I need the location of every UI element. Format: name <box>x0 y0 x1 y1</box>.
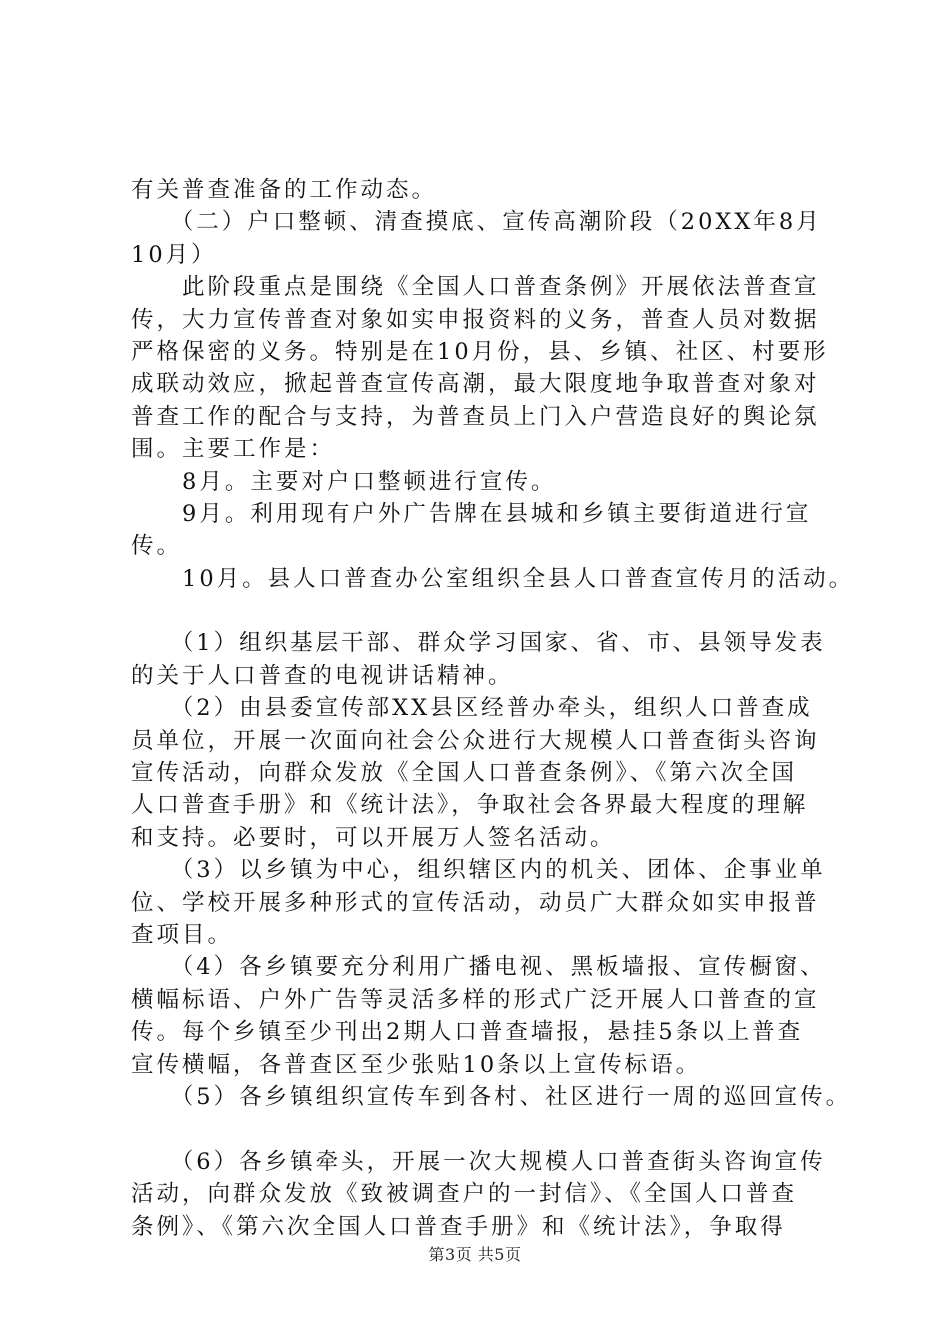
text-line: 有关普查准备的工作动态。 <box>131 177 438 203</box>
text-line: （4）各乡镇要充分利用广播电视、黑板墙报、宣传橱窗、 <box>131 954 826 981</box>
text-line: 此阶段重点是围绕《全国人口普查条例》开展依法普查宣 <box>131 274 820 301</box>
text-line: 和支持。必要时，可以开展万人签名活动。 <box>131 824 616 851</box>
text-line: 10月。县人口普查办公室组织全县人口普查宣传月的活动。 <box>131 565 855 592</box>
text-line: 查项目。 <box>131 921 234 948</box>
text-line: （1）组织基层干部、群众学习国家、省、市、县领导发表 <box>131 630 826 657</box>
text-line: （5）各乡镇组织宣传车到各村、社区进行一周的巡回宣传。 <box>131 1083 852 1110</box>
text-line: 普查工作的配合与支持，为普查员上门入户营造良好的舆论氛 <box>131 403 820 430</box>
text-line: 条例》、《第六次全国人口普查手册》和《统计法》，争取得 <box>131 1213 786 1240</box>
blank-line <box>131 595 843 627</box>
body-text <box>131 174 855 1243</box>
text-line: 传。每个乡镇至少刊出2期人口普查墙报，悬挂5条以上普查 <box>131 1019 804 1046</box>
text-line: 活动，向群众发放《致被调查户的一封信》、《全国人口普查 <box>131 1181 798 1208</box>
text-line: 宣传横幅，各普查区至少张贴10条以上宣传标语。 <box>131 1051 702 1078</box>
text-line: 成联动效应，掀起普查宣传高潮，最大限度地争取普查对象对 <box>131 371 820 398</box>
text-line: 10月） <box>131 241 217 268</box>
text-line: 员单位，开展一次面向社会公众进行大规模人口普查街头咨询 <box>131 727 820 754</box>
text-line: 位、学校开展多种形式的宣传活动，动员广大群众如实申报普 <box>131 889 820 916</box>
page-footer: 第3页 共5页 <box>428 1245 522 1264</box>
text-line: 8月。主要对户口整顿进行宣传。 <box>131 468 557 495</box>
text-line: 传。 <box>131 533 183 560</box>
blank-line <box>131 1113 843 1145</box>
text-line: （二）户口整顿、清查摸底、宣传高潮阶段（20XX年8月 <box>131 209 822 236</box>
text-line: （2）由县委宣传部XX县区经普办牵头，组织人口普查成 <box>131 695 813 722</box>
text-line: 横幅标语、户外广告等灵活多样的形式广泛开展人口普查的宣 <box>131 986 820 1013</box>
text-line: 宣传活动，向群众发放《全国人口普查条例》、《第六次全国 <box>131 760 798 787</box>
text-line: 的关于人口普查的电视讲话精神。 <box>131 662 514 689</box>
text-line: 人口普查手册》和《统计法》，争取社会各界最大程度的理解 <box>131 792 809 819</box>
text-line: 严格保密的义务。特别是在10月份，县、乡镇、社区、村要形 <box>131 338 829 365</box>
text-line: 9月。利用现有户外广告牌在县城和乡镇主要街道进行宣 <box>131 500 812 527</box>
text-line: （3）以乡镇为中心，组织辖区内的机关、团体、企事业单 <box>131 857 826 884</box>
text-line: （6）各乡镇牵头，开展一次大规模人口普查街头咨询宣传 <box>131 1148 826 1175</box>
text-line: 传，大力宣传普查对象如实申报资料的义务，普查人员对数据 <box>131 306 820 333</box>
text-line: 围。主要工作是： <box>131 436 336 463</box>
